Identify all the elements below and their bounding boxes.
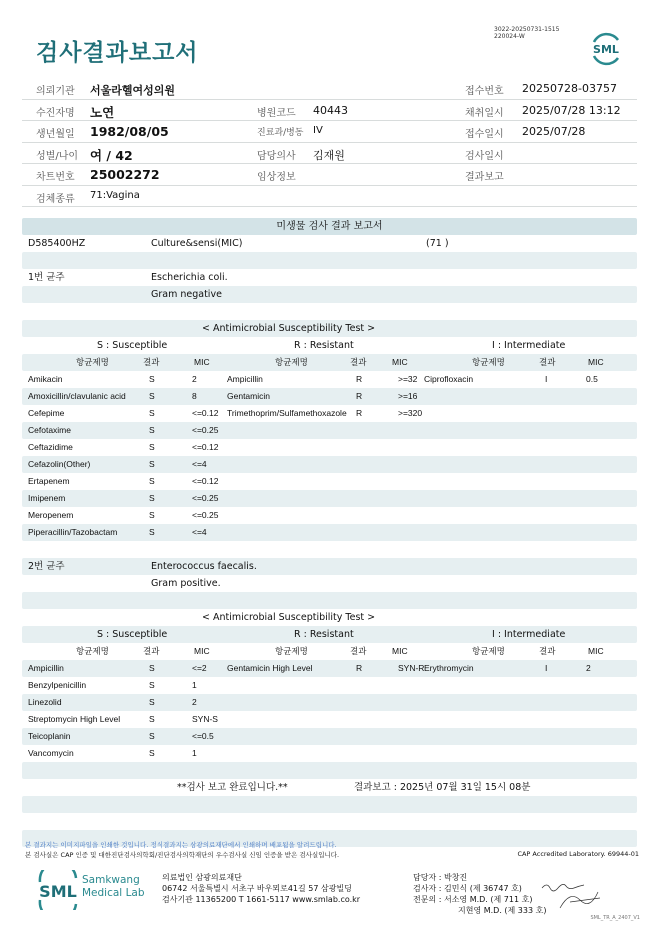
susceptibility-result: S (149, 408, 155, 418)
label: 임상정보 (257, 172, 296, 183)
label: 의뢰기관 (36, 86, 75, 97)
susceptibility-result: S (149, 748, 155, 758)
mic-value: >=32 (398, 374, 418, 384)
ast-row (22, 711, 637, 728)
susceptibility-result: S (149, 442, 155, 452)
spacer-row (22, 762, 637, 779)
col-header-drug: 항균제명 (76, 357, 109, 367)
col-header-drug: 항균제명 (76, 646, 109, 656)
ast-row (22, 473, 637, 490)
organism-name: Enterococcus faecalis. (151, 561, 257, 572)
susceptibility-result: I (545, 374, 548, 384)
drug-name: Ciprofloxacin (424, 374, 474, 384)
ast-header-row (22, 354, 637, 371)
ast-row (22, 694, 637, 711)
drug-name: Gentamicin High Level (227, 663, 313, 673)
isolate-label: 2번 균주 (28, 561, 65, 572)
mic-value: <=0.12 (192, 442, 219, 452)
spacer-row (22, 303, 637, 320)
label: 진료과/병동 (257, 128, 304, 138)
mic-value: SYN-S (192, 714, 218, 724)
col-header-mic: MIC (588, 646, 604, 656)
ast-row (22, 422, 637, 439)
ast-title-row (22, 320, 637, 337)
drug-name: Meropenem (28, 510, 74, 520)
mic-value: 2 (192, 374, 197, 384)
col-header-drug: 항균제명 (472, 646, 505, 656)
contact: 검사기관 11365200 T 1661-5117 www.smlab.co.kr (162, 895, 361, 904)
label: 담당의사 (257, 150, 296, 162)
drug-name: Ampicillin (227, 374, 263, 384)
legend-intermediate: I : Intermediate (492, 340, 566, 351)
gram-stain: Gram negative (151, 289, 222, 300)
label: 성별/나이 (36, 150, 79, 162)
col-header-drug: 항균제명 (472, 357, 505, 367)
legend-susceptible: S : Susceptible (97, 629, 168, 640)
ast-row (22, 371, 637, 388)
label: 채취일시 (465, 107, 504, 119)
col-header-result: 결과 (350, 646, 367, 656)
susceptibility-result: R (356, 391, 363, 401)
test-row (22, 235, 637, 252)
legend-resistant: R : Resistant (294, 340, 354, 351)
svg-text:SML: SML (593, 43, 619, 56)
susceptibility-result: S (149, 459, 155, 469)
label: 검사일시 (465, 150, 504, 162)
mic-value: >=320 (398, 408, 423, 418)
isolate-label: 1번 균주 (28, 272, 65, 283)
drug-name: Teicoplanin (28, 731, 71, 741)
label: 결과보고 (465, 172, 504, 183)
mic-value: 2 (586, 663, 591, 673)
ast-row (22, 456, 637, 473)
receipt-number: 20250728-03757 (522, 82, 617, 95)
label: 차트번호 (36, 172, 75, 183)
drug-name: Vancomycin (28, 748, 74, 758)
org-name: 의료법인 삼광의료재단 (162, 873, 242, 882)
patient-name: 노연 (90, 104, 115, 120)
mic-value: <=0.25 (192, 510, 219, 520)
staff-line: 검사자 : 김민식 (제 36747 호) (413, 884, 522, 893)
col-header-mic: MIC (194, 646, 210, 656)
lab-certification-notice: 본 검사실은 CAP 인증 및 대한진단검사의학회/진단검사의학재단의 우수검사실 신임 인증을 받은 검사실입니다. (25, 851, 340, 859)
susceptibility-result: R (356, 408, 363, 418)
mic-value: <=4 (192, 459, 207, 469)
mic-value: >=16 (398, 391, 418, 401)
info-row (22, 164, 637, 186)
susceptibility-result: I (545, 663, 548, 673)
susceptibility-result: S (149, 425, 155, 435)
col-header-mic: MIC (194, 357, 210, 367)
drug-name: Ertapenem (28, 476, 70, 486)
ast-title-row (22, 609, 637, 626)
ast-row (22, 660, 637, 677)
birth-date: 1982/08/05 (90, 124, 169, 139)
gram-stain: Gram positive. (151, 578, 221, 589)
sml-logo-icon (588, 30, 624, 66)
col-header-drug: 항균제명 (275, 357, 308, 367)
doc-id-line: 3022-20250731-1515 (494, 26, 560, 33)
info-row (22, 100, 637, 122)
form-version: SML_TR_A_2407_V1 (590, 915, 640, 921)
drug-name: Cefotaxime (28, 425, 71, 435)
susceptibility-result: S (149, 476, 155, 486)
col-header-mic: MIC (392, 357, 408, 367)
ast-legend-row (22, 626, 637, 643)
drug-name: Piperacillin/Tazobactam (28, 527, 118, 537)
info-row (22, 143, 637, 165)
document-id (494, 26, 559, 40)
drug-name: Ceftazidime (28, 442, 73, 452)
col-header-result: 결과 (539, 357, 556, 367)
signature-icon (540, 880, 615, 912)
logo-name: Samkwang (82, 874, 140, 886)
ast-row (22, 388, 637, 405)
completion-row (22, 779, 637, 796)
mic-value: <=0.25 (192, 425, 219, 435)
susceptibility-result: R (356, 374, 363, 384)
samkwang-logo (36, 870, 156, 914)
staff-list (413, 872, 546, 916)
hospital-code: 40443 (313, 103, 348, 117)
susceptibility-result: S (149, 374, 155, 384)
mic-value: <=0.12 (192, 476, 219, 486)
mic-value: 2 (192, 697, 197, 707)
spacer-row (22, 541, 637, 558)
department: IV (313, 125, 323, 136)
info-row (22, 78, 637, 100)
drug-name: Cefepime (28, 408, 65, 418)
legend-susceptible: S : Susceptible (97, 340, 168, 351)
susceptibility-result: R (356, 663, 363, 673)
staff-line: 전문의 : 서소영 M.D. (제 711 호) (413, 895, 533, 904)
address: 06742 서울특별시 서초구 바우뫼로41길 57 삼광빌딩 (162, 884, 352, 893)
susceptibility-result: S (149, 527, 155, 537)
mic-value: 0.5 (586, 374, 598, 384)
completion-note: **검사 보고 완료입니다.** (177, 782, 288, 793)
requesting-institution: 서울라헬여성의원 (90, 84, 176, 97)
specimen-type: 71:Vagina (90, 189, 140, 201)
susceptibility-result: S (149, 663, 155, 673)
gram-row (22, 286, 637, 303)
col-header-result: 결과 (143, 357, 160, 367)
svg-text:SML: SML (39, 882, 77, 901)
label: 병원코드 (257, 107, 296, 119)
susceptibility-result: S (149, 731, 155, 741)
patient-info-table (22, 78, 637, 207)
drug-name: Gentamicin (227, 391, 270, 401)
image-notice: 본 결과지는 이미지파일을 인쇄한 것입니다. 정식결과지는 삼광의료재단에서 인쇄하며 배포됨을 알려드립니다. (25, 841, 337, 849)
col-header-result: 결과 (539, 646, 556, 656)
microbiology-results (22, 218, 637, 847)
report-time: 결과보고 : 2025년 07월 31일 15시 08분 (354, 782, 531, 793)
drug-name: Imipenem (28, 493, 66, 503)
ast-header-row (22, 643, 637, 660)
mic-value: <=0.5 (192, 731, 214, 741)
susceptibility-result: S (149, 493, 155, 503)
legend-resistant: R : Resistant (294, 629, 354, 640)
chart-number: 25002272 (90, 167, 160, 182)
collection-datetime: 2025/07/28 13:12 (522, 103, 621, 117)
mic-value: <=2 (192, 663, 207, 673)
label: 검체종류 (36, 193, 75, 205)
drug-name: Amoxicillin/clavulanic acid (28, 391, 126, 401)
isolate-row (22, 269, 637, 286)
ast-row (22, 524, 637, 541)
col-header-result: 결과 (350, 357, 367, 367)
ast-row (22, 677, 637, 694)
col-header-drug: 항균제명 (275, 646, 308, 656)
drug-name: Ampicillin (28, 663, 64, 673)
label: 수진자명 (36, 107, 75, 119)
mic-value: <=0.12 (192, 408, 219, 418)
ast-row (22, 728, 637, 745)
mic-value: 8 (192, 391, 197, 401)
col-header-result: 결과 (143, 646, 160, 656)
ast-row (22, 405, 637, 422)
mic-value: SYN-R (398, 663, 425, 673)
section-title: 미생물 검사 결과 보고서 (22, 218, 637, 235)
page-title: 검사결과보고서 (36, 40, 199, 66)
spacer-row (22, 796, 637, 813)
test-name: Culture&sensi(MIC) (151, 238, 243, 249)
organism-name: Escherichia coli. (151, 272, 228, 283)
col-header-mic: MIC (392, 646, 408, 656)
susceptibility-result: S (149, 697, 155, 707)
doctor: 김재원 (313, 148, 345, 162)
receipt-date: 2025/07/28 (522, 125, 586, 138)
drug-name: Streptomycin High Level (28, 714, 121, 724)
lab-address (162, 872, 360, 905)
test-extra: (71 ) (426, 238, 449, 249)
drug-name: Linezolid (28, 697, 62, 707)
ast-row (22, 439, 637, 456)
mic-value: <=4 (192, 527, 207, 537)
drug-name: Erythromycin (424, 663, 474, 673)
drug-name: Benzylpenicillin (28, 680, 87, 690)
logo-name: Medical Lab (82, 887, 145, 899)
staff-line: 담당자 : 박창진 (413, 873, 468, 882)
cap-accreditation: CAP Accredited Laboratory. 69944-01 (517, 850, 639, 858)
spacer-row (22, 813, 637, 830)
info-row (22, 121, 637, 143)
mic-value: <=0.25 (192, 493, 219, 503)
label: 접수번호 (465, 86, 504, 97)
drug-name: Amikacin (28, 374, 63, 384)
susceptibility-result: S (149, 680, 155, 690)
info-row (22, 186, 637, 208)
mic-value: 1 (192, 748, 197, 758)
ast-legend-row (22, 337, 637, 354)
test-code: D585400HZ (28, 238, 86, 249)
staff-line: 지현영 M.D. (제 333 호) (458, 906, 547, 915)
ast-title: < Antimicrobial Susceptibility Test > (202, 612, 376, 623)
ast-row (22, 745, 637, 762)
drug-name: Trimethoprim/Sulfamethoxazole (227, 408, 347, 418)
susceptibility-result: S (149, 714, 155, 724)
susceptibility-result: S (149, 391, 155, 401)
doc-id-line: 220024-W (494, 33, 525, 40)
col-header-mic: MIC (588, 357, 604, 367)
ast-row (22, 490, 637, 507)
mic-value: 1 (192, 680, 197, 690)
drug-name: Cefazolin(Other) (28, 459, 91, 469)
gram-row (22, 575, 637, 592)
sex-age: 여 / 42 (90, 147, 133, 163)
spacer-row (22, 252, 637, 269)
isolate-row (22, 558, 637, 575)
susceptibility-result: S (149, 510, 155, 520)
ast-title: < Antimicrobial Susceptibility Test > (202, 323, 376, 334)
label: 생년월일 (36, 129, 75, 140)
label: 접수일시 (465, 129, 504, 140)
spacer-row (22, 592, 637, 609)
legend-intermediate: I : Intermediate (492, 629, 566, 640)
ast-row (22, 507, 637, 524)
